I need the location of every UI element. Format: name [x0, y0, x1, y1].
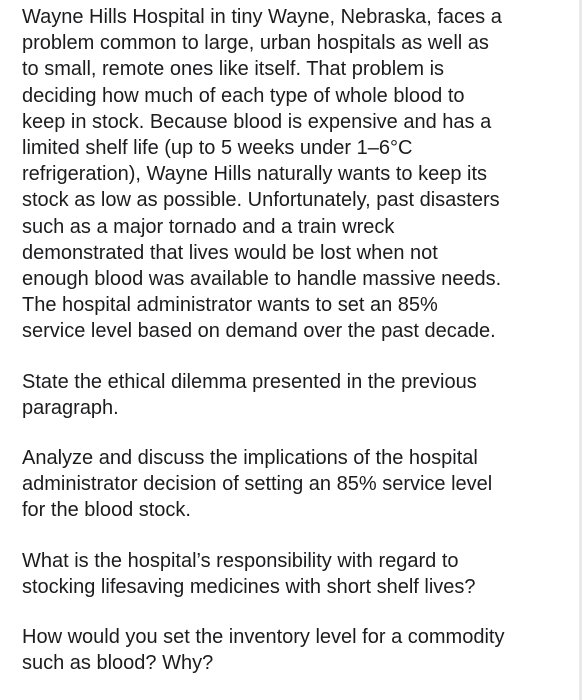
question-inventory-level: How would you set the inventory level for a commodity such as blood? Why? — [22, 626, 505, 675]
question-hospital-responsibility: What is the hospital’s responsibility with regard to stocking lifesaving medicines with short shelf lives? — [22, 549, 476, 598]
case-paragraph: Wayne Hills Hospital in tiny Wayne, Nebraska, faces a problem common to large, urban hospitals as well as to small, remote ones like itself. That problem is deciding how much of each type of whole blood to keep in stock. Because blood is expensive and has a limited shelf life (up to 5 weeks under 1–6°C refrigeration), Wayne Hills naturally wants to keep its stock as low as possible. Unfortunately, past disasters such as a major tornado and a train wreck demonstrated that lives would be lost when not enough blood was available to handle massive needs. The hospital administrator wants to set an 85% service level based on demand over the past decade. — [22, 6, 502, 343]
question-ethical-dilemma: State the ethical dilemma presented in the previous paragraph. — [22, 370, 477, 419]
document-body — [22, 4, 574, 676]
question-service-level-implications: Analyze and discuss the implications of the hospital administrator decision of setting an 85% service level for the blood stock. — [22, 447, 493, 522]
